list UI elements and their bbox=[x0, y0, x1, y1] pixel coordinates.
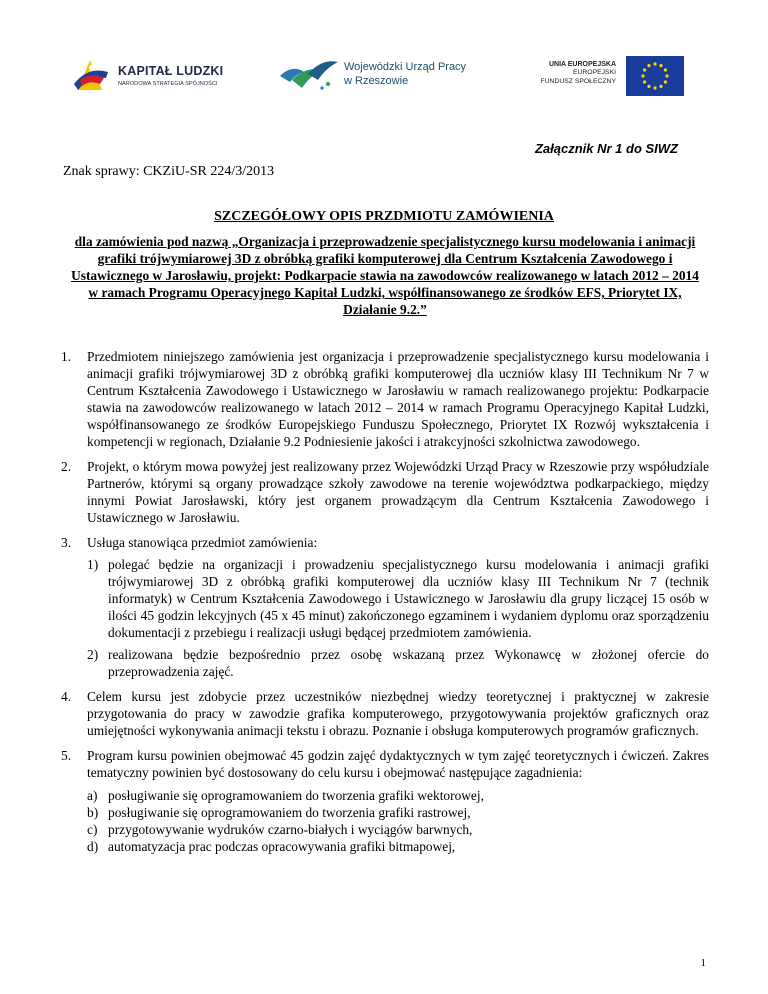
eu-logo bbox=[520, 56, 690, 100]
topic-text: posługiwanie się oprogramowaniem do tworzenia grafiki wektorowej, bbox=[108, 788, 484, 803]
page-number: 1 bbox=[700, 957, 706, 969]
item-number: 2. bbox=[61, 459, 72, 474]
sub-item-text: realizowana będzie bezpośrednio przez osobę wskazaną przez Wykonawcę w złożonej ofercie do przeprowadzenia zajęć. bbox=[108, 647, 709, 679]
sub-item bbox=[87, 556, 709, 641]
sub-item-number: 1) bbox=[87, 557, 99, 572]
eu-line2: EUROPEJSKI bbox=[572, 69, 616, 76]
document-body bbox=[61, 348, 709, 863]
kapital-ludzki-name: KAPITAŁ LUDZKI bbox=[118, 64, 224, 78]
kapital-ludzki-emblem-icon bbox=[70, 54, 112, 96]
topics-list bbox=[87, 787, 709, 855]
annex-label: Załącznik Nr 1 do SIWZ bbox=[534, 141, 678, 156]
topic-letter: a) bbox=[87, 788, 98, 803]
sub-item bbox=[87, 646, 709, 680]
item-number: 5. bbox=[61, 748, 72, 763]
wup-bird-icon bbox=[278, 54, 340, 94]
wup-name-line2: w Rzeszowie bbox=[344, 75, 409, 87]
wup-name-line1: Wojewódzki Urząd Pracy bbox=[344, 61, 467, 73]
item-text: Usługa stanowiąca przedmiot zamówienia: bbox=[87, 535, 318, 550]
topic-item bbox=[87, 821, 709, 838]
item-number: 3. bbox=[61, 535, 72, 550]
eu-line3: FUNDUSZ SPOŁECZNY bbox=[540, 77, 616, 85]
item-number: 4. bbox=[61, 689, 72, 704]
case-reference: Znak sprawy: CKZiU-SR 224/3/2013 bbox=[63, 164, 275, 179]
item-text: Program kursu powinien obejmować 45 godzin zajęć dydaktycznych w tym zajęć teoretycznych i ćwiczeń. Zakres tematyczny powinien być dostosowany do celu kursu i obejmować następujące zagadnienia: bbox=[87, 748, 709, 780]
item-text: Celem kursu jest zdobycie przez uczestników niezbędnej wiedzy teoretycznej i praktycznej w zakresie przygotowania do pracy w zawodzie grafika komputerowego, przygotowywania projektów graficznych oraz umiejętności wykonywania animacji tekstu i obrazu. Poznanie i obsługa komputerowych programów graficznych. bbox=[87, 689, 709, 738]
list-item bbox=[61, 747, 709, 855]
topic-text: przygotowywanie wydruków czarno-białych i wyciągów barwnych, bbox=[108, 822, 473, 837]
kapital-ludzki-logo bbox=[66, 50, 236, 100]
topic-letter: b) bbox=[87, 805, 99, 820]
document-title: SZCZEGÓŁOWY OPIS PRZDMIOTU ZAMÓWIENIA bbox=[214, 209, 554, 224]
topic-item bbox=[87, 838, 709, 855]
document-subtitle: dla zamówienia pod nazwą „Organizacja i przeprowadzenie specjalistycznego kursu modelowania i animacji grafiki trójwymiarowej 3D z obróbką grafiki komputerowej dla Centrum Kształcenia Zawodowego i Ustawicznego w Jarosławiu, projekt: Podkarpacie stawia na zawodowców realizowanego w latach 2012 – 2014 w ramach Programu Operacyjnego Kapitał Ludzki, współfinansowanego ze środków EFS, Priorytet IX, Działanie 9.2.” bbox=[71, 234, 699, 317]
item-text: Projekt, o którym mowa powyżej jest realizowany przez Wojewódzki Urząd Pracy w Rzeszowie przy współudziale Partnerów, którymi są organy prowadzące szkoły zawodowe na terenie województwa podkarpackiego, między innymi Powiat Jarosławski, który jest organem prowadzącym dla Centrum Kształcenia Zawodowego i Ustawicznego w Jarosławiu. bbox=[87, 459, 709, 525]
list-item bbox=[61, 534, 709, 680]
topic-text: posługiwanie się oprogramowaniem do tworzenia grafiki rastrowej, bbox=[108, 805, 471, 820]
sub-item-text: polegać będzie na organizacji i prowadzeniu specjalistycznego kursu modelowania i animacji grafiki trójwymiarowej 3D z obróbką grafiki komputerowej dla uczniów klasy III Technikum Nr 7 (technik informatyk) w Centrum Kształcenia Zawodowego i Ustawicznego w Jarosławiu dla grupy liczącej 15 osób w ilości 45 godzin lekcyjnych (45 x 45 minut) zakończonego egzaminem i wydaniem dyplomu oraz sporządzeniu dokumentacji z przebiegu i realizacji usługi będącej przedmiotem zamówienia. bbox=[108, 557, 709, 640]
item-text: Przedmiotem niniejszego zamówienia jest organizacja i przeprowadzenie specjalistycznego kursu modelowania i animacji grafiki trójwymiarowej 3D z obróbką grafiki komputerowej dla uczniów klasy III Technikum Nr 7 w Centrum Kształcenia Zawodowego i Ustawicznego w Jarosławiu w ramach realizowanego projektu: Podkarpacie stawia na zawodowców realizowanego w latach 2012 – 2014 w ramach Programu Operacyjnego Kapitał Ludzki, współfinansowanego ze środków Europejskiego Funduszu Społecznego, Priorytet IX Rozwój wykształcenia i kompetencji w regionach, Działanie 9.2 Podniesienie jakości i atrakcyjności szkolnictwa zawodowego. bbox=[87, 349, 709, 449]
topic-letter: d) bbox=[87, 839, 99, 854]
eu-line1: UNIA EUROPEJSKA bbox=[548, 61, 616, 68]
topic-item bbox=[87, 804, 709, 821]
item-number: 1. bbox=[61, 349, 72, 364]
topic-item bbox=[87, 787, 709, 804]
kapital-ludzki-tagline: NARODOWA STRATEGIA SPÓJNOŚCI bbox=[118, 81, 218, 87]
eu-flag-icon bbox=[626, 56, 684, 96]
topic-letter: c) bbox=[87, 822, 98, 837]
list-item bbox=[61, 458, 709, 526]
list-item bbox=[61, 688, 709, 739]
sub-item-number: 2) bbox=[87, 647, 99, 662]
wup-logo bbox=[278, 52, 498, 98]
list-item bbox=[61, 348, 709, 450]
topic-text: automatyzacja prac podczas opracowywania grafiki bitmapowej, bbox=[108, 839, 456, 854]
